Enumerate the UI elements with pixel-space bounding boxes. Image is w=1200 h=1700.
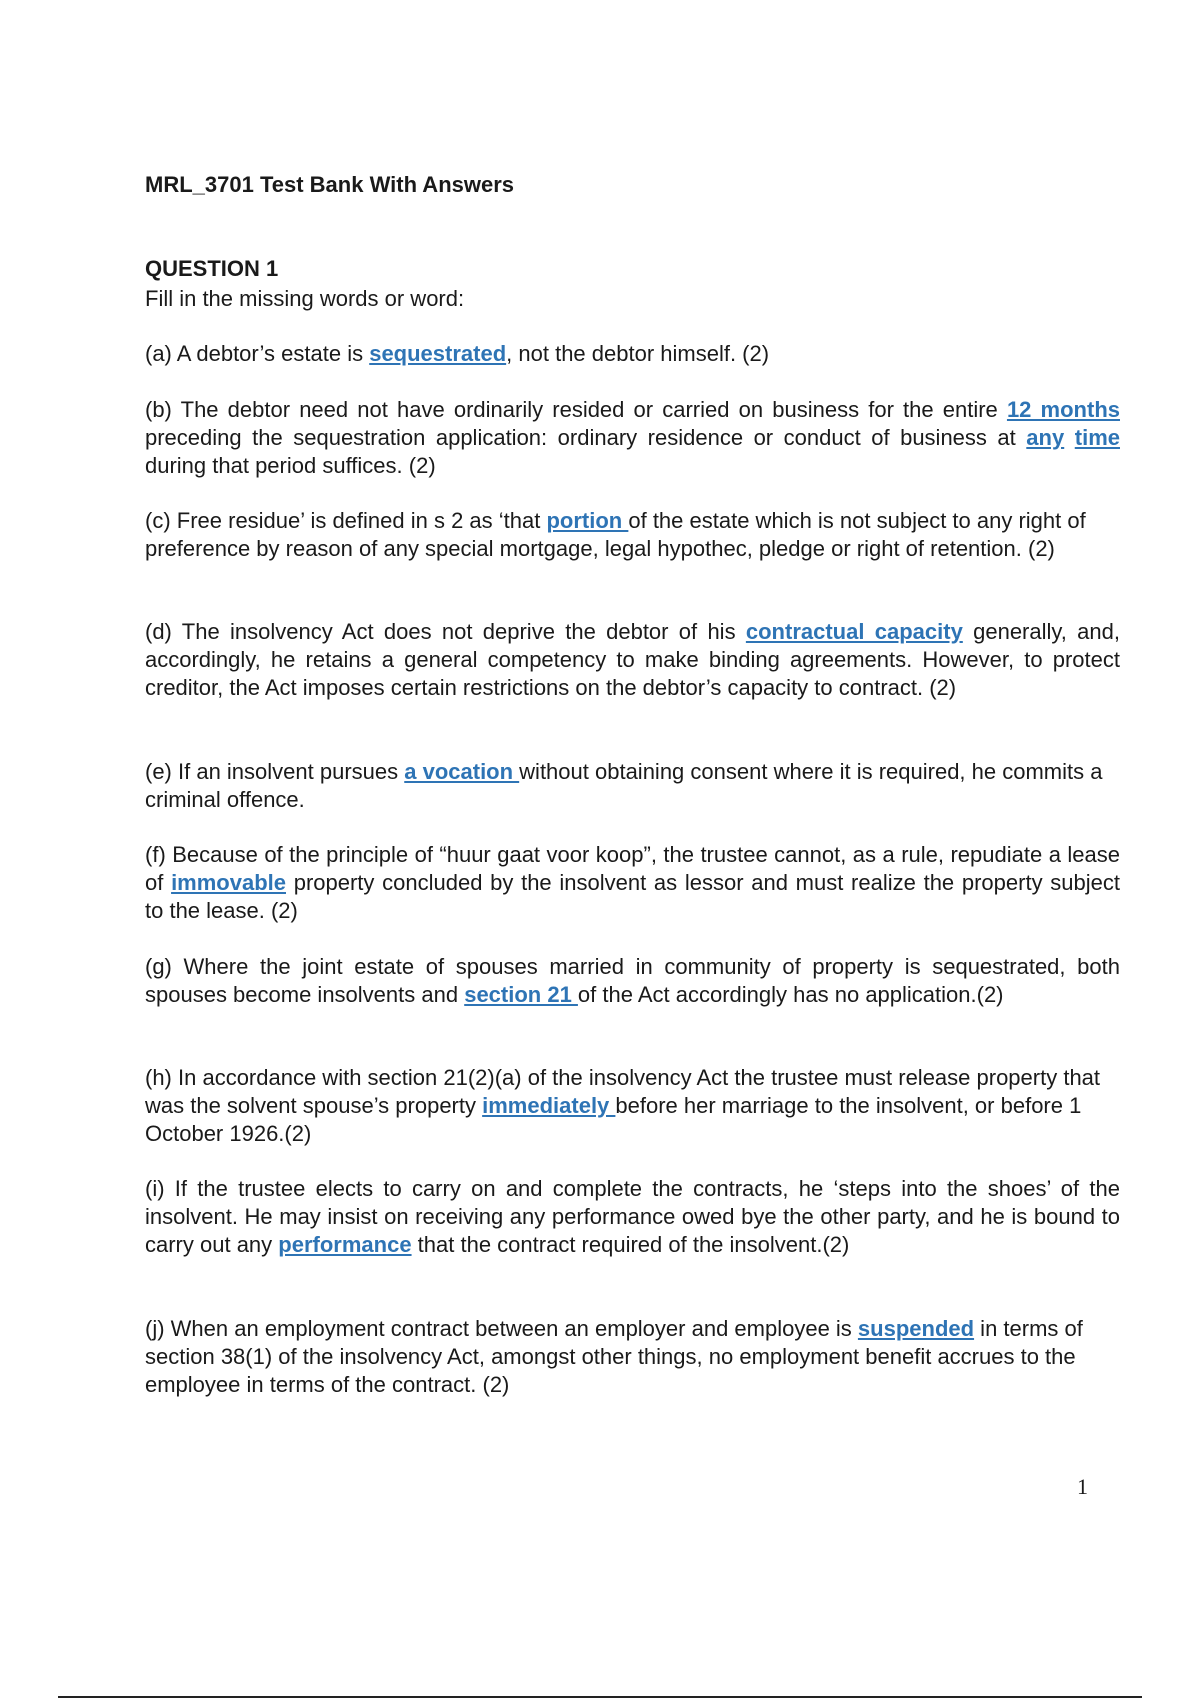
answer-f: immovable — [171, 870, 286, 895]
question-item-e: (e) If an insolvent pursues a vocation without obtaining consent where it is required, he commits a criminal offence. — [145, 759, 1103, 812]
answer-b-1: 12 months — [1006, 397, 1120, 422]
answer-j: suspended — [857, 1316, 975, 1341]
answer-i: performance — [278, 1232, 412, 1257]
document-title: MRL_3701 Test Bank With Answers — [145, 172, 515, 197]
question-item-c: (c) Free residue’ is defined in s 2 as ‘that portion of the estate which is not subject to any right of preference by reason of any special mortgage, legal hypothec, pledge or right of retention. (2) — [145, 508, 1086, 561]
footer-rule — [58, 1696, 1142, 1698]
answer-b-2b: time — [1074, 425, 1120, 450]
answer-d: contractual capacity — [745, 619, 963, 644]
answer-g: section 21 — [464, 982, 578, 1007]
answer-b-2a: any — [1026, 425, 1065, 450]
question-item-i: (i) If the trustee elects to carry on and complete the contracts, he ‘steps into the shoes’ of the insolvent. He may insist on receiving any performance owed bye the other party, and he is bound to carry out any performance that the contract required of the insolvent.(2) — [145, 1176, 1120, 1257]
answer-a: sequestrated — [369, 341, 507, 366]
answer-e: a vocation — [404, 759, 520, 784]
page-number: 1 — [1077, 1474, 1088, 1499]
instruction-text: Fill in the missing words or word: — [145, 286, 465, 311]
question-item-b: (b) The debtor need not have ordinarily resided or carried on business for the entire 12 months preceding the sequestration application: ordinary residence or conduct of business at any time during that period suffices. (2) — [145, 397, 1120, 478]
question-item-g: (g) Where the joint estate of spouses married in community of property is sequestrated, both spouses become insolvents and section 21 of the Act accordingly has no application.(2) — [145, 954, 1120, 1007]
question-item-d: (d) The insolvency Act does not deprive the debtor of his contractual capacity generally, and, accordingly, he retains a general competency to make binding agreements. However, to protect creditor, the Act imposes certain restrictions on the debtor’s capacity to contract. (2) — [145, 619, 1120, 700]
question-item-j: (j) When an employment contract between an employer and employee is suspended in terms of section 38(1) of the insolvency Act, amongst other things, no employment benefit accrues to the employee in terms of the contract. (2) — [145, 1316, 1083, 1397]
answer-c: portion — [546, 508, 629, 533]
answer-h: immediately — [482, 1093, 616, 1118]
question-item-a: (a) A debtor’s estate is sequestrated, not the debtor himself. (2) — [145, 341, 770, 366]
question-item-h: (h) In accordance with section 21(2)(a) of the insolvency Act the trustee must release property that was the solvent spouse’s property immediately before her marriage to the insolvent, or before 1 October 1926.(2) — [145, 1065, 1101, 1146]
question-item-f: (f) Because of the principle of “huur gaat voor koop”, the trustee cannot, as a rule, repudiate a lease of immovable property concluded by the insolvent as lessor and must realize the property subject to the lease. (2) — [145, 842, 1120, 923]
question-heading: QUESTION 1 — [145, 256, 279, 281]
